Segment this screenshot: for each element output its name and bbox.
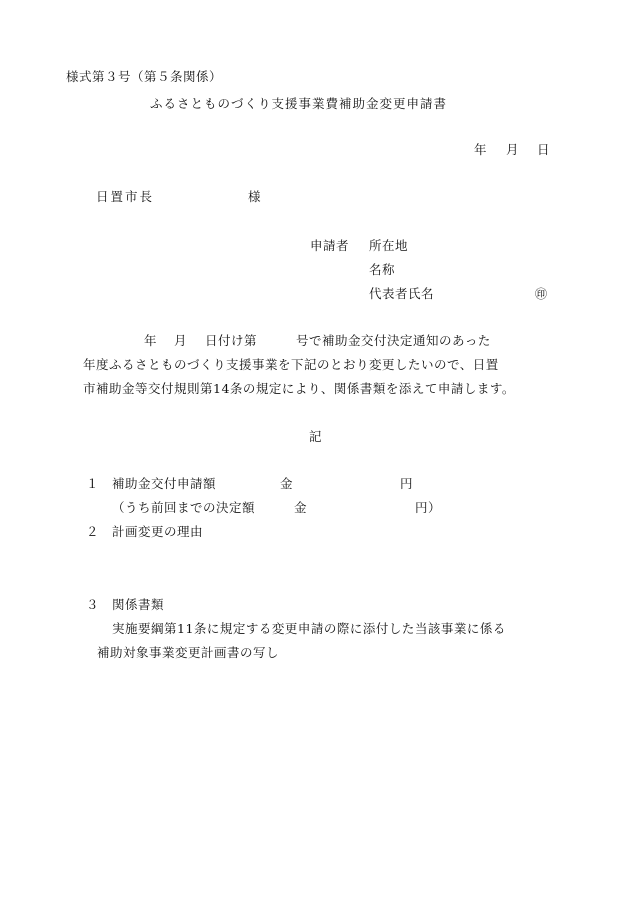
date-day-label: 日 — [537, 142, 551, 157]
form-number: 様式第３号（第５条関係） — [66, 69, 223, 84]
item-1-sub-kin: 金 — [294, 500, 308, 515]
applicant-representative-label: 代表者氏名 — [369, 286, 435, 301]
item-1-kin: 金 — [280, 476, 294, 491]
item-3-number: ３ — [86, 597, 100, 612]
item-2-number: ２ — [86, 524, 100, 539]
body-line2: 年度ふるさとものづくり支援事業を下記のとおり変更したいので、日置 — [83, 357, 499, 372]
body-month-label: 月 — [174, 333, 188, 348]
item-1-sub-label: （うち前回までの決定額 — [112, 500, 256, 515]
item-1-number: １ — [86, 476, 100, 491]
body-line3: 市補助金等交付規則第14条の規定により、関係書類を添えて申請します。 — [83, 381, 515, 396]
applicant-name-label: 名称 — [369, 262, 396, 277]
item-1-yen: 円 — [400, 476, 414, 491]
document-title: ふるさとものづくり支援事業費補助金変更申請書 — [150, 96, 448, 111]
date-year-label: 年 — [474, 142, 488, 157]
applicant-address-label: 所在地 — [369, 238, 409, 253]
item-2-label: 計画変更の理由 — [112, 524, 204, 539]
date-month-label: 月 — [506, 142, 520, 157]
body-line1-rest: 号で補助金交付決定通知のあった — [296, 333, 491, 348]
addressee-honorific: 様 — [248, 189, 262, 204]
ki-heading: 記 — [309, 429, 323, 444]
item-3-text-line1: 実施要綱第11条に規定する変更申請の際に添付した当該事業に係る — [112, 621, 506, 636]
item-3-text-line2: 補助対象事業変更計画書の写し — [97, 645, 280, 660]
body-day-number-label: 日付け第 — [205, 333, 258, 348]
applicant-label: 申請者 — [310, 238, 350, 253]
item-1-label: 補助金交付申請額 — [112, 476, 217, 491]
addressee-name: 日置市長 — [96, 189, 155, 204]
item-3-label: 関係書類 — [112, 597, 165, 612]
item-1-sub-yen: 円） — [415, 500, 442, 515]
seal-mark: ㊞ — [535, 287, 548, 301]
body-year-label: 年 — [144, 333, 158, 348]
